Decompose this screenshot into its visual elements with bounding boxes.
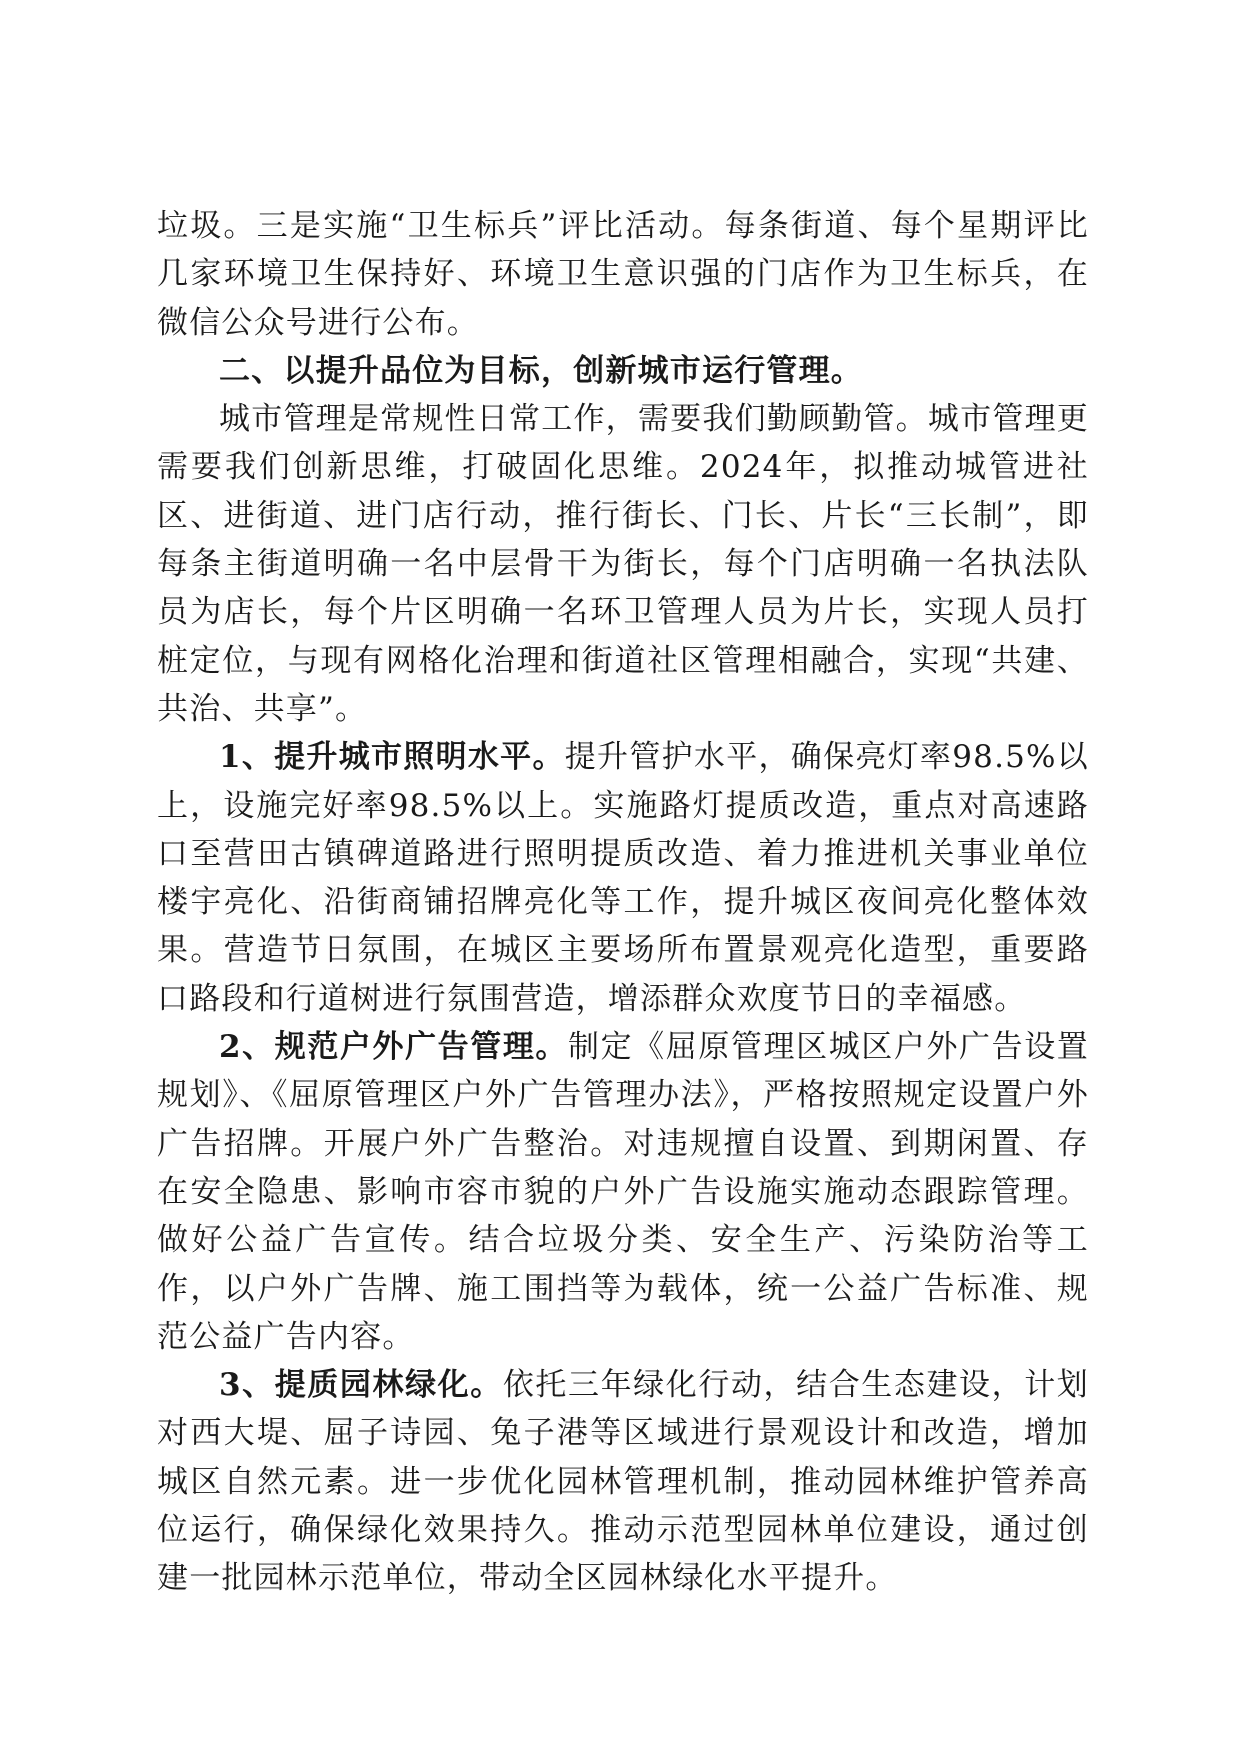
section-heading: 二、以提升品位为目标，创新城市运行管理。	[219, 352, 863, 389]
paragraph-continuation	[157, 202, 1089, 347]
paragraph-text: 垃圾。三是实施“卫生标兵”评比活动。每条街道、每个星期评比几家环境卫生保持好、环境卫生意识强的门店作为卫生标兵，在微信公众号进行公布。	[157, 208, 1089, 341]
paragraph-text: 城市管理是常规性日常工作，需要我们勤顾勤管。城市管理更需要我们创新思维，打破固化思维。2024年，拟推动城管进社区、进街道、进门店行动，推行街长、门长、片长“三长制”，即每条主街道明确一名中层骨干为街长，每个门店明确一名执法队员为店长，每个片区明确一名环卫管理人员为片长，实现人员打桩定位，与现有网格化治理和街道社区管理相融合，实现“共建、共治、共享”。	[157, 401, 1089, 727]
subheading-greening: 3、提质园林绿化。	[219, 1367, 503, 1404]
paragraph	[157, 395, 1089, 733]
subheading-lighting: 1、提升城市照明水平。	[219, 739, 565, 776]
paragraph-text: 提升管护水平，确保亮灯率98.5%以上，设施完好率98.5%以上。实施路灯提质改造，重点对高速路口至营田古镇碑道路进行照明提质改造、着力推进机关事业单位楼宇亮化、沿街商铺招牌亮化等工作，提升城区夜间亮化整体效果。营造节日氛围，在城区主要场所布置景观亮化造型，重要路口路段和行道树进行氛围营造，增添群众欢度节日的幸福感。	[157, 739, 1089, 1017]
paragraph-greening	[157, 1361, 1089, 1602]
paragraph-advertising	[157, 1023, 1089, 1361]
paragraph-text: 依托三年绿化行动，结合生态建设，计划对西大堤、屈子诗园、兔子港等区域进行景观设计和改造，增加城区自然元素。进一步优化园林管理机制，推动园林维护管养高位运行，确保绿化效果持久。推动示范型园林单位建设，通过创建一批园林示范单位，带动全区园林绿化水平提升。	[157, 1367, 1089, 1597]
paragraph-text: 制定《屈原管理区城区户外广告设置规划》、《屈原管理区户外广告管理办法》，严格按照规定设置户外广告招牌。开展户外广告整治。对违规擅自设置、到期闲置、存在安全隐患、影响市容市貌的户外广告设施实施动态跟踪管理。做好公益广告宣传。结合垃圾分类、安全生产、污染防治等工作，以户外广告牌、施工围挡等为载体，统一公益广告标准、规范公益广告内容。	[157, 1029, 1089, 1355]
document-body	[157, 202, 1089, 1603]
subheading-advertising: 2、规范户外广告管理。	[219, 1029, 569, 1066]
paragraph-lighting	[157, 733, 1089, 1023]
